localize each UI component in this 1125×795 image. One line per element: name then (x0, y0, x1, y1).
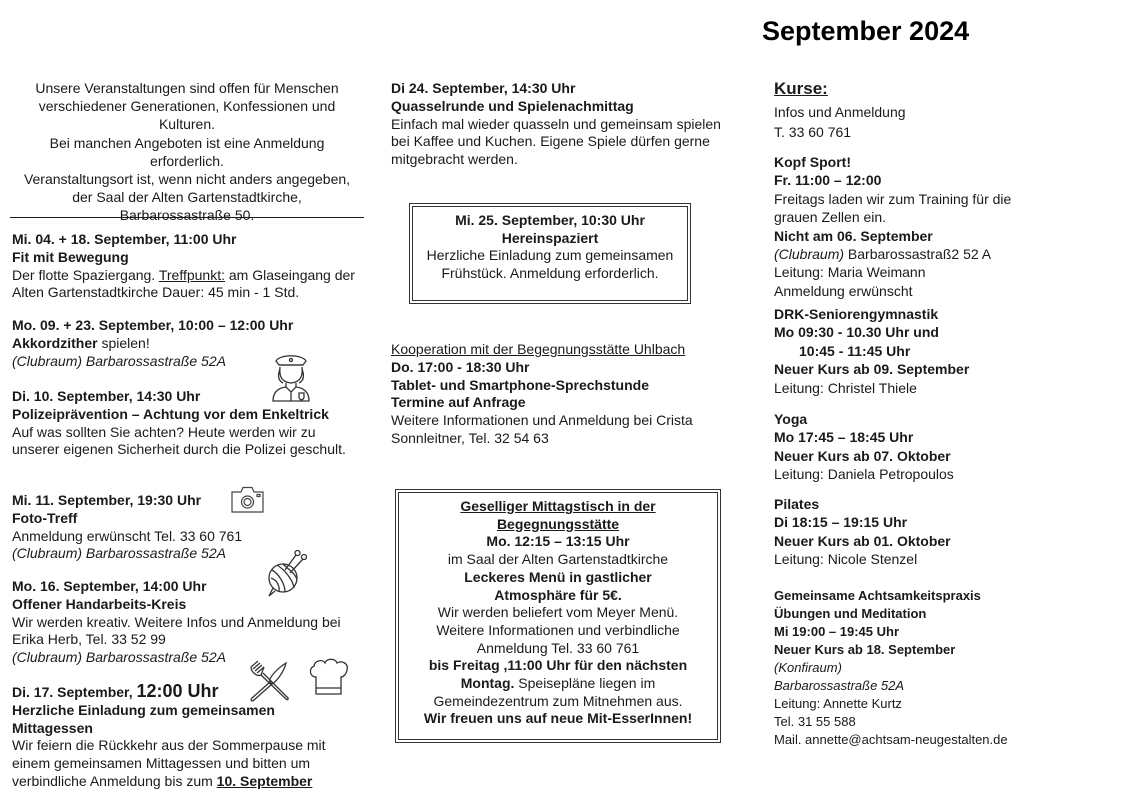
course-pilates (774, 495, 1074, 569)
course-title: Kopf Sport! (774, 154, 851, 170)
event-date: Mi. 04. + 18. September, 11:00 Uhr (12, 231, 237, 247)
event-location: (Clubraum) Barbarossastraße 52A (12, 649, 226, 666)
course-start: Neuer Kurs ab 09. September (774, 361, 970, 378)
event-title: Hereinspaziert (501, 229, 599, 246)
event-title: Herzliche Einladung zum gemeinsamen Mittagessen (12, 701, 275, 736)
event-title-suffix: spielen! (97, 334, 150, 351)
event-date: Mi. 25. September, 10:30 Uhr (455, 212, 645, 228)
event-deadline-line (407, 657, 709, 710)
event-polizeipraevention (12, 388, 367, 459)
event-title: Quasselrunde und Spielenachmittag (391, 97, 634, 114)
course-room: (Clubraum) (774, 246, 845, 263)
event-date: Di 24. September, 14:30 Uhr (391, 80, 576, 96)
event-date: Di. 10. September, 14:30 Uhr (12, 388, 201, 404)
event-menus-note: Speisepläne liegen im Gemeindezentrum zum Mitnehmen aus. (433, 675, 683, 709)
course-time: Di 18:15 – 19:15 Uhr (774, 514, 908, 531)
event-date: Mi. 11. September, 19:30 Uhr (12, 492, 202, 508)
course-room: (Konfiraum) (774, 660, 842, 675)
page-title: September 2024 (762, 16, 970, 46)
event-description: Herzliche Einladung zum gemeinsamen Frühstück. Anmeldung erforderlich. (426, 247, 674, 281)
event-location: (Clubraum) Barbarossastraße 52A (12, 352, 226, 369)
intro-line: Unsere Veranstaltungen sind offen für Menschen (35, 80, 339, 96)
event-date: Mo. 16. September, 14:00 Uhr (12, 578, 207, 594)
course-achtsamkeit (774, 587, 1074, 749)
event-quasselrunde (391, 80, 721, 169)
courses-heading: Kurse: (774, 79, 828, 98)
meeting-point-label: Treffpunkt: (158, 266, 225, 283)
course-start: Neuer Kurs ab 18. September (774, 642, 956, 657)
course-exception: Nicht am 06. September (774, 227, 933, 244)
course-title: DRK-Seniorengymnastik (774, 306, 939, 322)
event-time: Mo. 12:15 – 13:15 Uhr (486, 533, 630, 550)
event-time: Do. 17:00 - 18:30 Uhr (391, 358, 530, 375)
event-menu: Leckeres Menü in gastlicher Atmosphäre für 5€. (464, 568, 652, 603)
course-time: Fr. 11:00 – 12:00 (774, 172, 882, 189)
course-leader: Leitung: Daniela Petropoulos (774, 466, 954, 483)
event-mittagstisch-box (395, 489, 721, 743)
course-leader: Leitung: Annette Kurtz (774, 696, 902, 711)
intro-line: der Saal der Alten Gartenstadtkirche, (72, 189, 302, 206)
event-description: Auf was sollten Sie achten? Heute werden wir zu unserer eigenen Sicherheit durch die Polizei geschult. (12, 423, 346, 458)
event-title: Polizeiprävention – Achtung vor dem Enkeltrick (12, 405, 329, 422)
course-start: Neuer Kurs ab 01. Oktober (774, 532, 951, 549)
course-time: 10:45 - 11:45 Uhr (799, 342, 911, 359)
course-time: Mi 19:00 – 19:45 Uhr (774, 624, 900, 639)
event-date-time: 12:00 Uhr (136, 681, 219, 701)
event-deadline: bis Freitag ,11:00 Uhr für den nächsten Montag. (428, 657, 688, 692)
intro-line: Bei manchen Angeboten ist eine Anmeldung (49, 134, 325, 151)
event-note: Termine auf Anfrage (391, 394, 526, 411)
event-tablet-sprechstunde (391, 341, 726, 448)
event-title: Foto-Treff (12, 509, 78, 526)
event-closing: Wir freuen uns auf neue Mit-EsserInnen! (423, 710, 693, 727)
course-title: Pilates (774, 496, 820, 512)
course-yoga (774, 410, 1074, 484)
course-start: Neuer Kurs ab 07. Oktober (774, 447, 951, 464)
course-subtitle: Übungen und Meditation (774, 606, 927, 621)
event-title: Tablet- und Smartphone-Sprechstunde (391, 376, 649, 393)
course-address: Barbarossastraß2 52 A (844, 246, 992, 263)
course-title: Gemeinsame Achtsamkeitspraxis (774, 588, 981, 603)
event-mittagessen (12, 683, 362, 791)
event-info: Weitere Informationen und verbindliche Anmeldung Tel. 33 60 761 (436, 621, 680, 656)
event-foto-treff (12, 492, 362, 563)
event-description: Einfach mal wieder quasseln und gemeinsam spielen bei Kaffee und Kuchen. Eigene Spiele dürfen gerne mitgebracht werden. (391, 115, 721, 168)
event-description (12, 737, 362, 790)
intro-line: Veranstaltungsort ist, wenn nicht anders angegeben, (23, 171, 351, 188)
course-leader: Leitung: Nicole Stenzel (774, 551, 918, 568)
courses-info (774, 103, 1074, 142)
registration-deadline: 10. September (216, 772, 313, 789)
event-text: am Glaseingang der Alten Gartenstadtkirche Dauer: 45 min - 1 Std. (12, 266, 355, 301)
course-drk-gymnastik (774, 305, 1074, 397)
course-note: Anmeldung erwünscht (774, 282, 913, 299)
event-title: Offener Handarbeits-Kreis (12, 595, 187, 612)
event-fit-mit-bewegung (12, 231, 362, 302)
event-date-day: Di. 17. September, (12, 684, 137, 700)
course-location (774, 245, 1044, 263)
course-phone: Tel. 31 55 588 (774, 714, 856, 729)
event-date: Mo. 09. + 23. September, 10:00 – 12:00 Uhr (12, 317, 294, 333)
event-handarbeits-kreis (12, 578, 362, 667)
event-title: Fit mit Bewegung (12, 248, 129, 265)
event-description: Wir werden kreativ. Weitere Infos und Anmeldung bei Erika Herb, Tel. 33 52 99 (12, 613, 341, 648)
event-text: Wir feiern die Rückkehr aus der Sommerpause mit einem gemeinsamen Mittagessen und bitten um verbindliche Anmeldung bis zum (12, 737, 326, 789)
divider (10, 217, 364, 218)
course-leader: Leitung: Christel Thiele (774, 379, 917, 396)
event-title: Akkordzither (12, 334, 98, 351)
event-title: Geselliger Mittagstisch in der Begegnungsstätte (460, 498, 656, 532)
intro-line: Barbarossastraße 50. (119, 207, 255, 224)
event-location: (Clubraum) Barbarossastraße 52A (12, 545, 226, 562)
intro-line: verschiedener Generationen, Konfessionen und (38, 98, 336, 115)
course-time: Mo 09:30 - 10.30 Uhr und (774, 324, 939, 341)
intro-text (8, 79, 366, 225)
cooperation-note: Kooperation mit der Begegnungsstätte Uhlbach (391, 341, 686, 357)
event-description (12, 267, 362, 303)
course-email[interactable]: Mail. annette@achtsam-neugestalten.de (774, 732, 1008, 747)
event-title-line (12, 335, 362, 353)
course-leader: Leitung: Maria Weimann (774, 264, 926, 281)
event-hereinspaziert-box (409, 203, 691, 304)
course-title: Yoga (774, 411, 808, 427)
event-text: Der flotte Spaziergang. (12, 266, 159, 283)
intro-line: erforderlich. (150, 152, 224, 169)
course-kopf-sport (774, 153, 1044, 300)
event-supplier: Wir werden beliefert vom Meyer Menü. (437, 604, 679, 621)
event-description: Anmeldung erwünscht Tel. 33 60 761 (12, 527, 243, 544)
event-date (12, 683, 362, 702)
course-time: Mo 17:45 – 18:45 Uhr (774, 429, 914, 446)
courses-info-text: Infos und Anmeldung (774, 104, 906, 120)
course-address: Barbarossastraße 52A (774, 678, 905, 693)
event-place: im Saal der Alten Gartenstadtkirche (447, 551, 669, 568)
intro-line: Kulturen. (158, 116, 216, 133)
courses-phone: T. 33 60 761 (774, 124, 852, 141)
course-description: Freitags laden wir zum Training für die grauen Zellen ein. (774, 190, 1012, 226)
event-description: Weitere Informationen und Anmeldung bei Crista Sonnleitner, Tel. 32 54 63 (391, 412, 693, 446)
